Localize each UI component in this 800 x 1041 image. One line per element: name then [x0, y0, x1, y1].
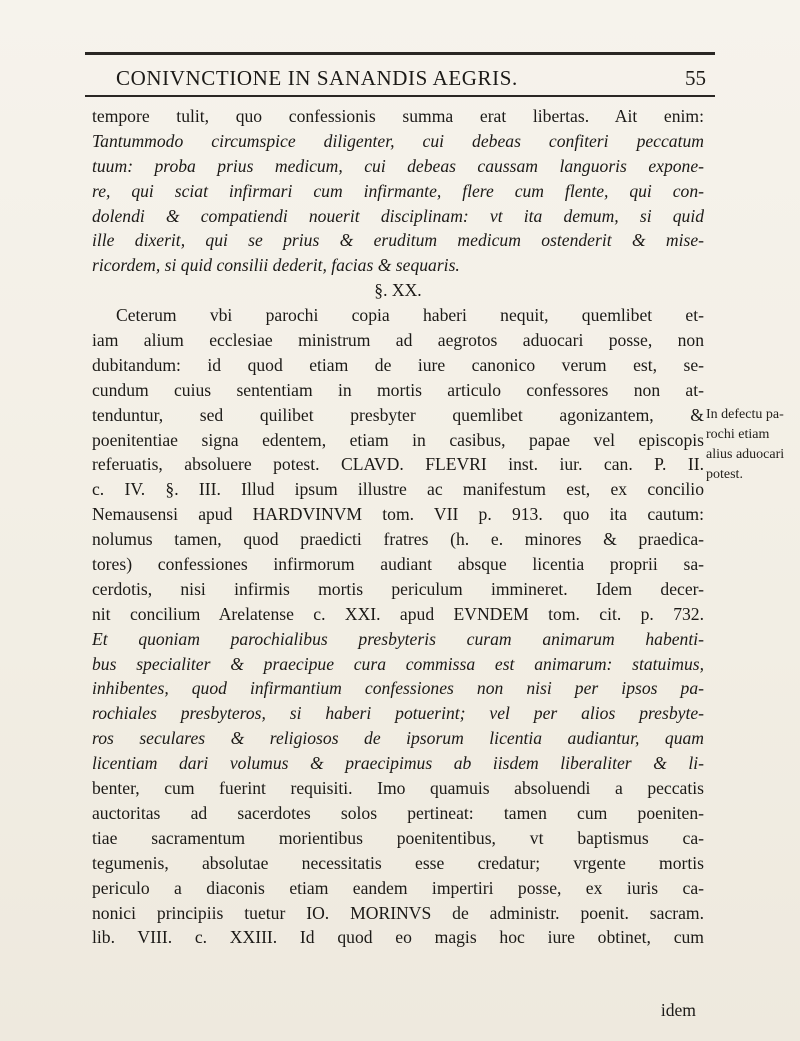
- text-line: tiae sacramentum morientibus poenitentibus, vt baptismus ca-: [92, 827, 704, 848]
- text-line: c. IV. §. III. Illud ipsum illustre ac manifestum est, ex concilio: [92, 479, 704, 500]
- text-line: licentiam dari volumus & praecipimus ab iisdem liberaliter & li-: [92, 753, 704, 774]
- margin-note-line: potest.: [706, 467, 743, 482]
- text-line: Tantummodo circumspice diligenter, cui debeas confiteri peccatum: [92, 130, 704, 151]
- text-line: iam alium ecclesiae ministrum ad aegrotos aduocari posse, non: [92, 330, 704, 351]
- text-line: bus specialiter & praecipue cura commissa est animarum: statuimus,: [92, 653, 704, 674]
- running-header: [116, 60, 716, 94]
- running-title: CONIVNCTIONE IN SANANDIS AEGRIS.: [116, 66, 518, 90]
- text-line: poenitentiae signa edentem, etiam in casibus, papae vel episcopis: [92, 429, 704, 450]
- text-line: ricordem, si quid consilii dederit, facias & sequaris.: [92, 255, 460, 276]
- text-line: dolendi & compatiendi nouerit disciplinam: vt ita demum, si quid: [92, 205, 704, 226]
- text-line: re, qui sciat infirmari cum infirmante, flere cum flente, qui con-: [92, 180, 704, 201]
- catchword: idem: [660, 1000, 696, 1020]
- text-line: dubitandum: id quod etiam de iure canonico verum est, se-: [92, 354, 704, 375]
- text-line: nit concilium Arelatense c. XXI. apud EVNDEM tom. cit. p. 732.: [92, 603, 704, 624]
- text-line: tegumenis, absolutae necessitatis esse credatur; vrgente mortis: [92, 852, 704, 873]
- margin-note-line: alius aduocari: [706, 447, 785, 462]
- text-line: auctoritas ad sacerdotes solos pertineat: tamen cum poeniten-: [92, 802, 704, 823]
- page-number: 55: [685, 66, 706, 90]
- margin-note-line: In defectu pa-: [706, 407, 784, 422]
- text-line: benter, cum fuerint requisiti. Imo quamuis absoluendi a peccatis: [92, 778, 704, 799]
- text-line: nonici principiis tuetur IO. MORINVS de administr. poenit. sacram.: [92, 902, 704, 923]
- header-rule: [85, 95, 715, 97]
- margin-note-line: rochi etiam: [706, 427, 770, 442]
- text-line: Nemausensi apud HARDVINVM tom. VII p. 913. quo ita cautum:: [92, 504, 704, 525]
- text-line: ros seculares & religiosos de ipsorum licentia audiantur, quam: [92, 728, 704, 749]
- text-line: tuum: proba prius medicum, cui debeas caussam languoris expone-: [92, 155, 704, 176]
- section-heading: §. XX.: [374, 280, 422, 301]
- text-line: referuatis, absoluere potest. CLAVD. FLEVRI inst. iur. can. P. II.: [92, 454, 704, 475]
- text-line: inhibentes, quod infirmantium confessiones non nisi per ipsos pa-: [92, 678, 704, 699]
- text-line: Ceterum vbi parochi copia haberi nequit, quemlibet et-: [116, 305, 704, 326]
- text-line: rochiales presbyteros, si haberi potuerint; vel per alios presbyte-: [92, 703, 704, 724]
- text-line: tenduntur, sed quilibet presbyter quemlibet agonizantem, &: [92, 404, 704, 425]
- text-line: tempore tulit, quo confessionis summa erat libertas. Ait enim:: [92, 106, 704, 126]
- text-line: ille dixerit, qui se prius & eruditum medicum ostenderit & mise-: [92, 230, 704, 251]
- text-line: tores) confessiones infirmorum audiant absque licentia proprii sa-: [92, 554, 704, 575]
- text-line: lib. VIII. c. XXIII. Id quod eo magis hoc iure obtinet, cum: [92, 927, 704, 948]
- main-text: [92, 104, 704, 950]
- text-line: cundum cuius sententiam in mortis articulo confessores non at-: [92, 379, 704, 400]
- text-line: periculo a diaconis etiam eandem impertiri posse, ex iuris ca-: [92, 877, 704, 898]
- text-line: nolumus tamen, quod praedicti fratres (h. e. minores & praedica-: [92, 529, 704, 550]
- header-top-rule: [85, 52, 715, 55]
- text-line: cerdotis, nisi infirmis mortis periculum immineret. Idem decer-: [92, 578, 704, 599]
- text-line: Et quoniam parochialibus presbyteris curam animarum habenti-: [92, 628, 704, 649]
